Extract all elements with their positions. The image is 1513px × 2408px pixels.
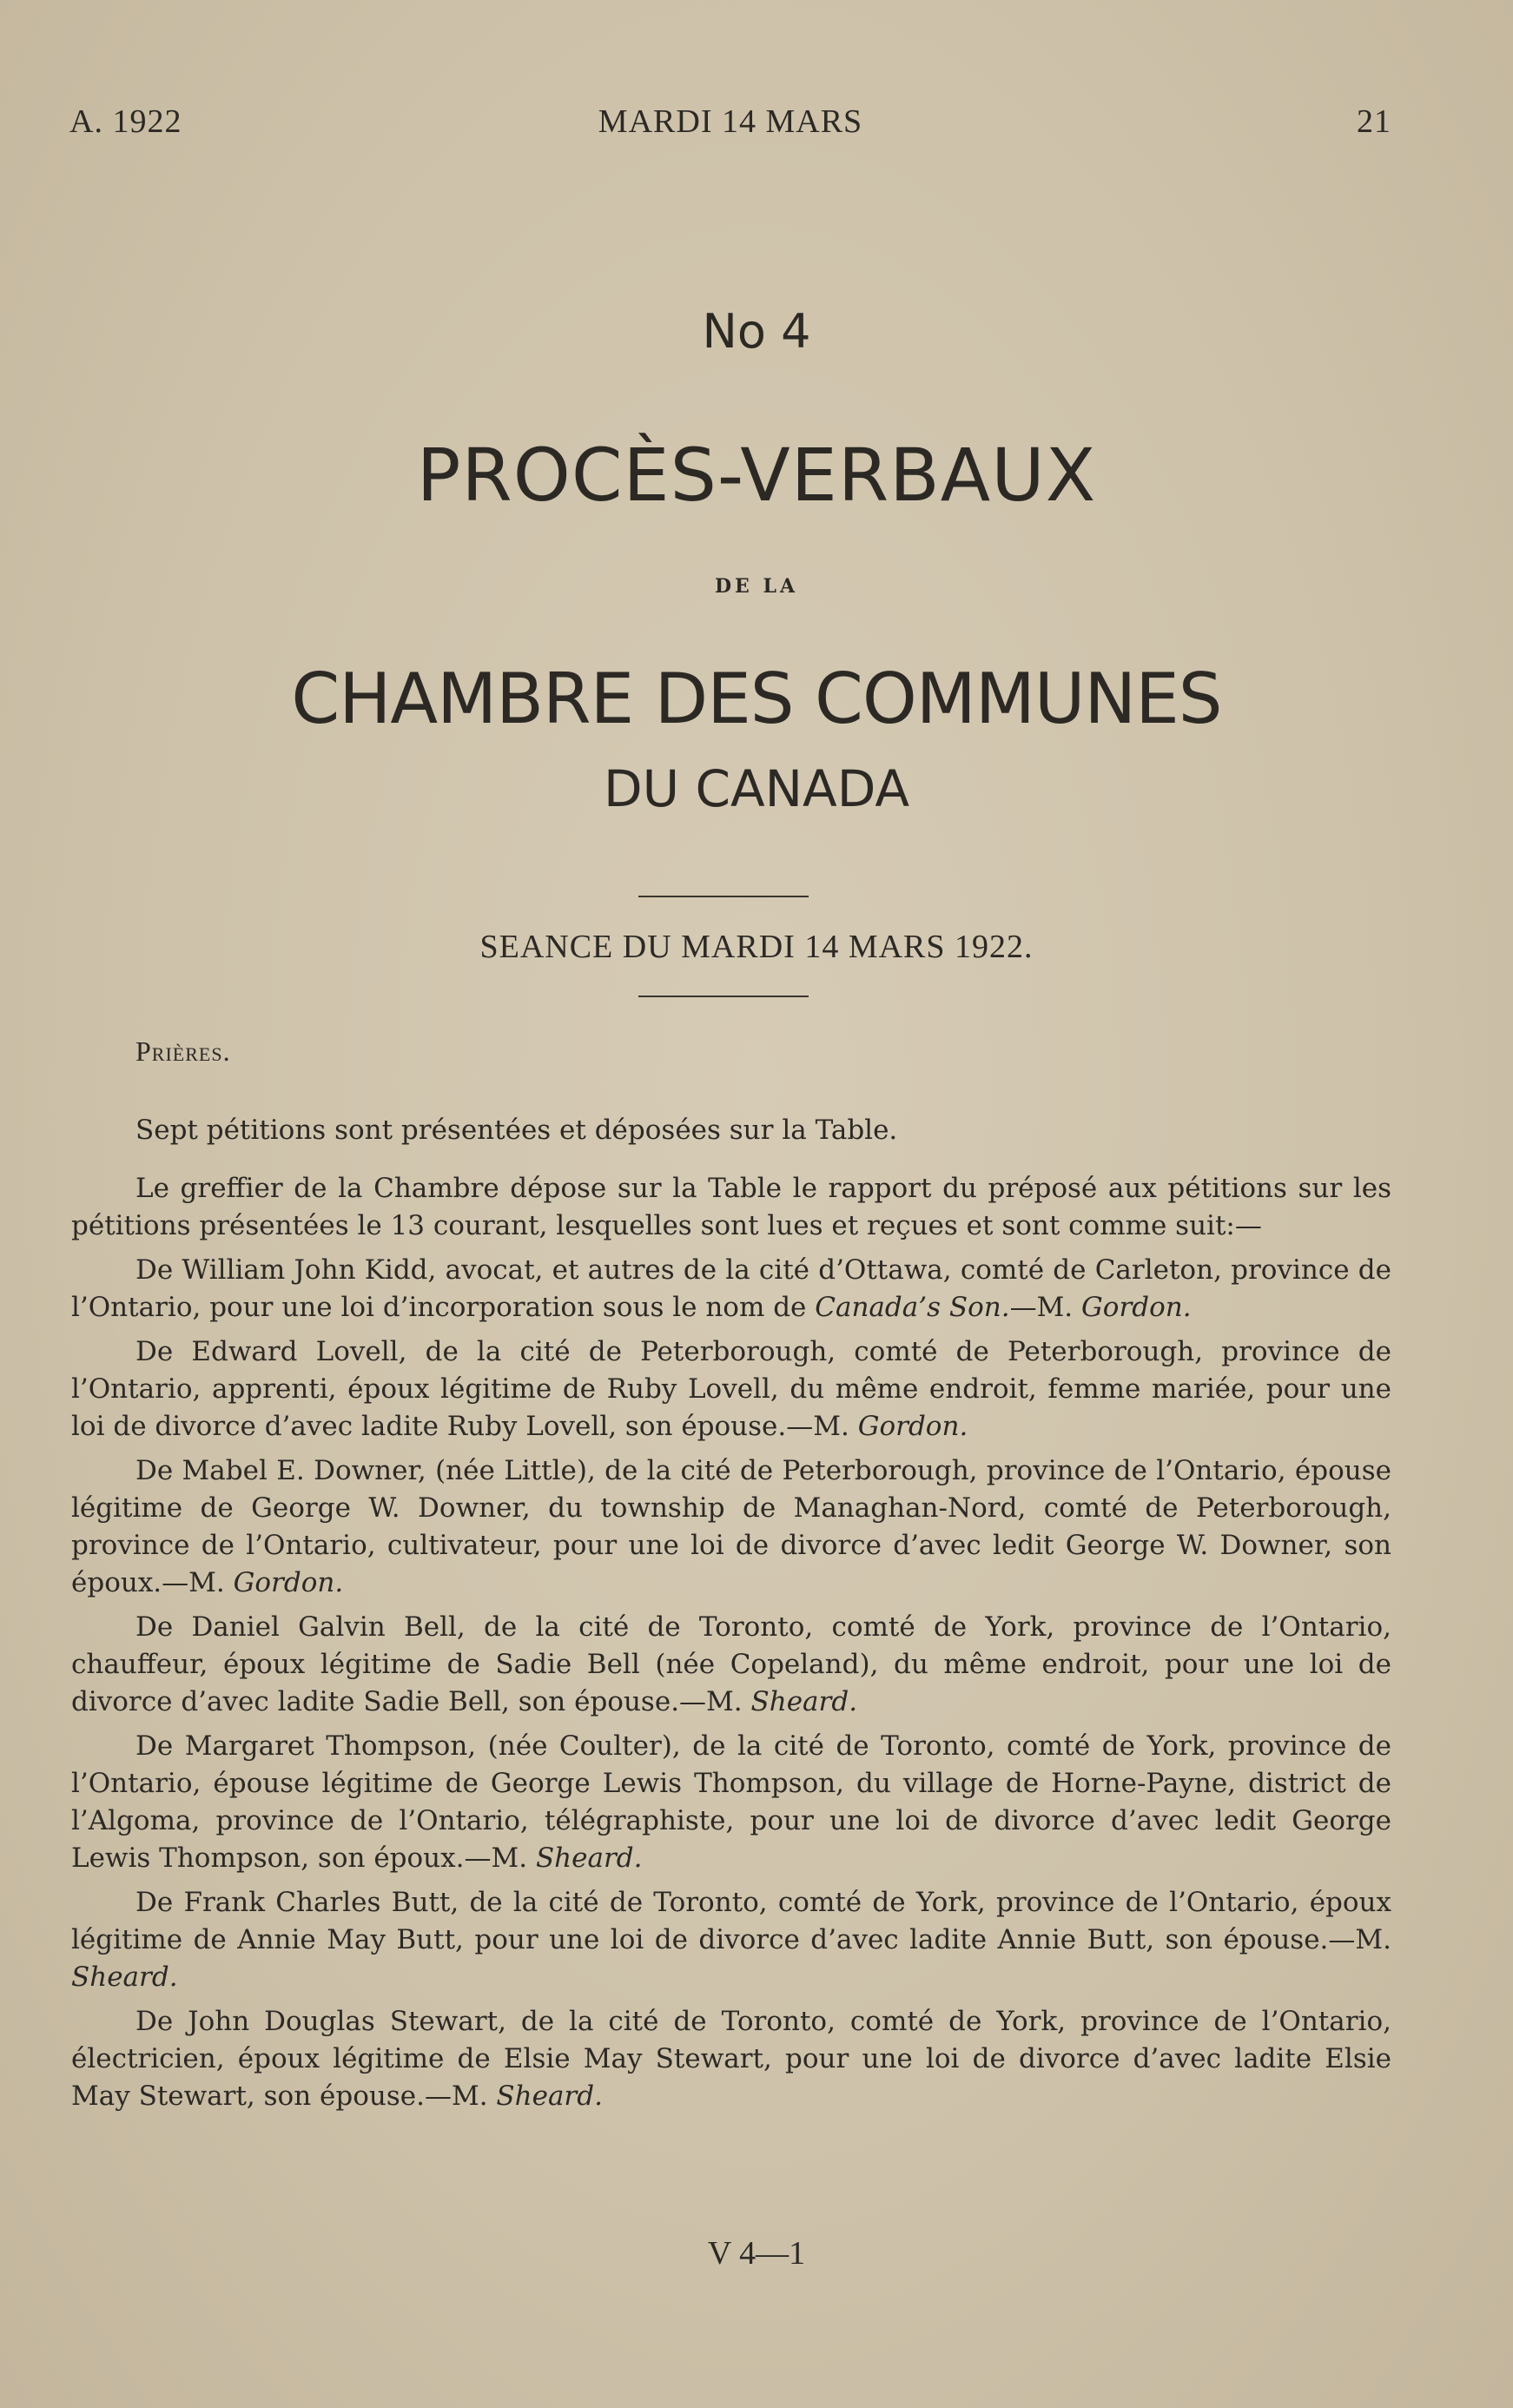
- petition-paragraph: De John Douglas Stewart, de la cité de Toronto, comté de York, province de l’Ontario, électricien, époux légitime de Elsie May Stewart, pour une loi de divorce d’avec ladite Elsie May Stewart, son épouse.—M. Sheard.: [71, 2006, 1391, 2112]
- member-name: Sheard.: [535, 1842, 643, 1874]
- petition-paragraph: De Mabel E. Downer, (née Little), de la cité de Peterborough, province de l’Ontario, épouse légitime de George W. Downer, du township de Managhan-Nord, comté de Peterborough, province de l’Ontario, cultivateur, pour une loi de divorce d’avec ledit George W. Downer, son époux.—M. Gordon.: [71, 1455, 1391, 1598]
- petition-paragraph: De William John Kidd, avocat, et autres de la cité d’Ottawa, comté de Carleton, province de l’Ontario, pour une loi d’incorporation sous le nom de Canada’s Son.—M. Gordon.: [71, 1254, 1391, 1323]
- member-name: Sheard.: [71, 1961, 178, 1993]
- prayers-heading: Prières.: [135, 1035, 231, 1067]
- petition-paragraph: De Margaret Thompson, (née Coulter), de la cité de Toronto, comté de York, province de l’Ontario, épouse légitime de George Lewis Thompson, du village de Horne-Payne, district de l’Algoma, province de l’Ontario, télégraphiste, pour une loi de divorce d’avec ledit George Lewis Thompson, son époux.—M. Sheard.: [71, 1730, 1391, 1874]
- header-year: A. 1922: [69, 103, 182, 140]
- petition-paragraph: De Frank Charles Butt, de la cité de Toronto, comté de York, province de l’Ontario, époux légitime de Annie May Butt, pour une loi de divorce d’avec ladite Annie Butt, son épouse.—M. Sheard.: [71, 1887, 1391, 1993]
- paragraph: Le greffier de la Chambre dépose sur la Table le rapport du préposé aux pétitions sur les pétitions présentées le 13 courant, lesquelles sont lues et reçues et sont comme suit:—: [71, 1173, 1391, 1241]
- issue-number: No 4: [702, 304, 811, 359]
- page-number: 21: [1357, 103, 1391, 140]
- petition-paragraph: De Daniel Galvin Bell, de la cité de Toronto, comté de York, province de l’Ontario, chauffeur, époux légitime de Sadie Bell (née Copeland), du même endroit, pour une loi de divorce d’avec ladite Sadie Bell, son épouse.—M. Sheard.: [71, 1611, 1391, 1717]
- session-heading: SEANCE DU MARDI 14 MARS 1922.: [479, 929, 1034, 965]
- body-text: [71, 1112, 1391, 2122]
- member-name: Sheard.: [750, 1686, 858, 1717]
- petition-paragraph: De Edward Lovell, de la cité de Peterborough, comté de Peterborough, province de l’Ontario, apprenti, époux légitime de Ruby Lovell, du même endroit, femme mariée, pour une loi de divorce d’avec ladite Ruby Lovell, son épouse.—M. Gordon.: [71, 1336, 1391, 1442]
- chamber-title: CHAMBRE DES COMMUNES: [291, 658, 1222, 739]
- header-date: MARDI 14 MARS: [598, 103, 863, 140]
- signature-mark: V 4—1: [707, 2235, 806, 2272]
- running-header: [69, 103, 1391, 148]
- bottom-rule: [638, 996, 809, 997]
- title-connector: DE LA: [714, 575, 799, 598]
- member-name: Gordon.: [233, 1567, 344, 1598]
- member-name: Gordon.: [1081, 1292, 1192, 1323]
- top-rule: [638, 896, 809, 897]
- paragraph: Sept pétitions sont présentées et déposées sur la Table.: [135, 1115, 898, 1146]
- document-title: PROCÈS-VERBAUX: [416, 433, 1097, 518]
- member-name: Sheard.: [496, 2081, 603, 2112]
- member-name: Gordon.: [857, 1411, 968, 1442]
- country-title: DU CANADA: [603, 759, 910, 818]
